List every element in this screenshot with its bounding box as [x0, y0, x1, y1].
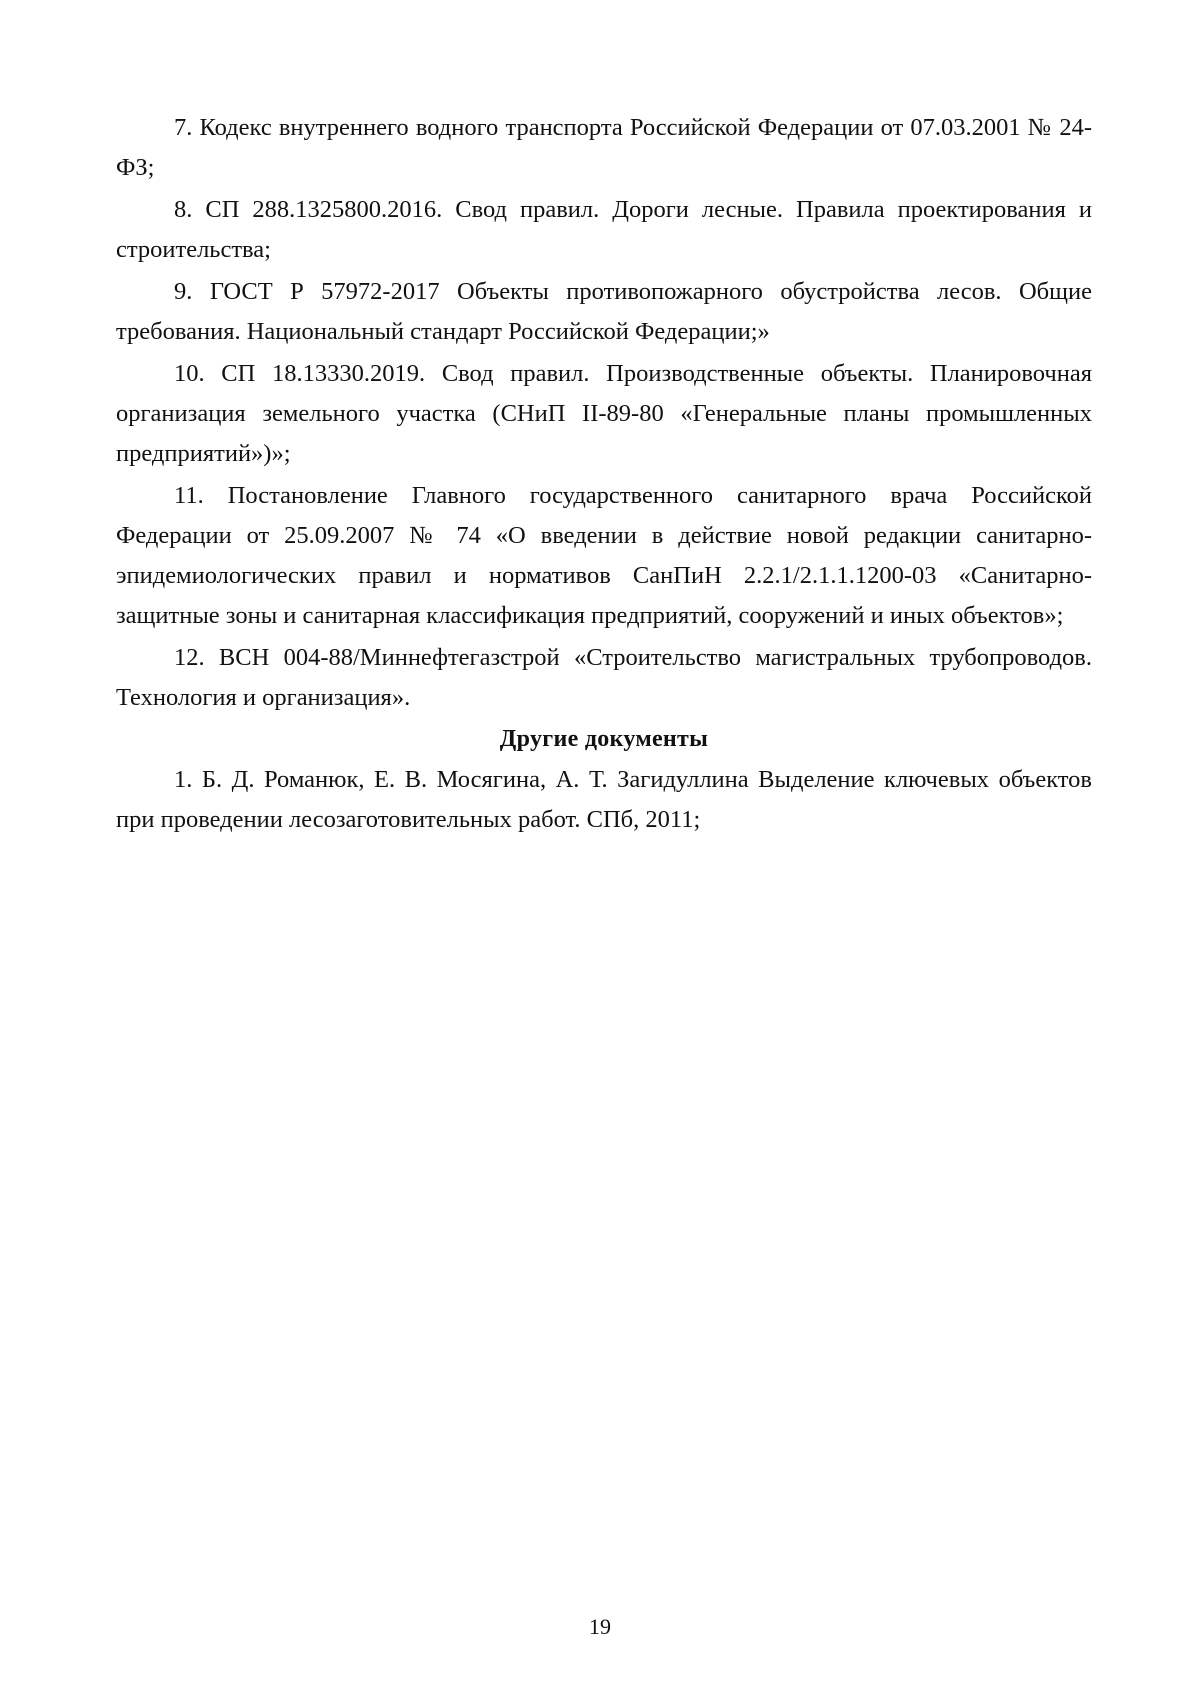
- list-item-12: 12. ВСН 004-88/Миннефтегазстрой «Строительство магистральных трубопроводов. Технология и организация».: [116, 644, 1092, 711]
- list-item-8: 8. СП 288.1325800.2016. Свод правил. Дороги лесные. Правила проектирования и строительства;: [116, 196, 1092, 263]
- page-content: [116, 108, 1092, 842]
- list-item-7: 7. Кодекс внутреннего водного транспорта Российской Федерации от 07.03.2001 № 24-ФЗ;: [116, 114, 1092, 181]
- list-item-11: 11. Постановление Главного государственного санитарного врача Российской Федерации от 25.09.2007 № 74 «О введении в действие новой редакции санитарно-эпидемиологических правил и нормативов СанПиН 2.2.1/2.1.1.1200-03 «Санитарно-защитные зоны и санитарная классификация предприятий, сооружений и иных объектов»;: [116, 482, 1092, 629]
- section-heading-other-documents: Другие документы: [499, 726, 709, 752]
- list-item-9: 9. ГОСТ Р 57972-2017 Объекты противопожарного обустройства лесов. Общие требования. Национальный стандарт Российской Федерации;»: [116, 278, 1092, 345]
- page-number: 19: [589, 1614, 611, 1639]
- other-list-item-1: 1. Б. Д. Романюк, Е. В. Мосягина, А. Т. Загидуллина Выделение ключевых объектов при проведении лесозаготовительных работ. СПб, 2011;: [116, 766, 1092, 833]
- list-item-10: 10. СП 18.13330.2019. Свод правил. Производственные объекты. Планировочная организация земельного участка (СНиП II-89-80 «Генеральные планы промышленных предприятий»)»;: [116, 360, 1092, 467]
